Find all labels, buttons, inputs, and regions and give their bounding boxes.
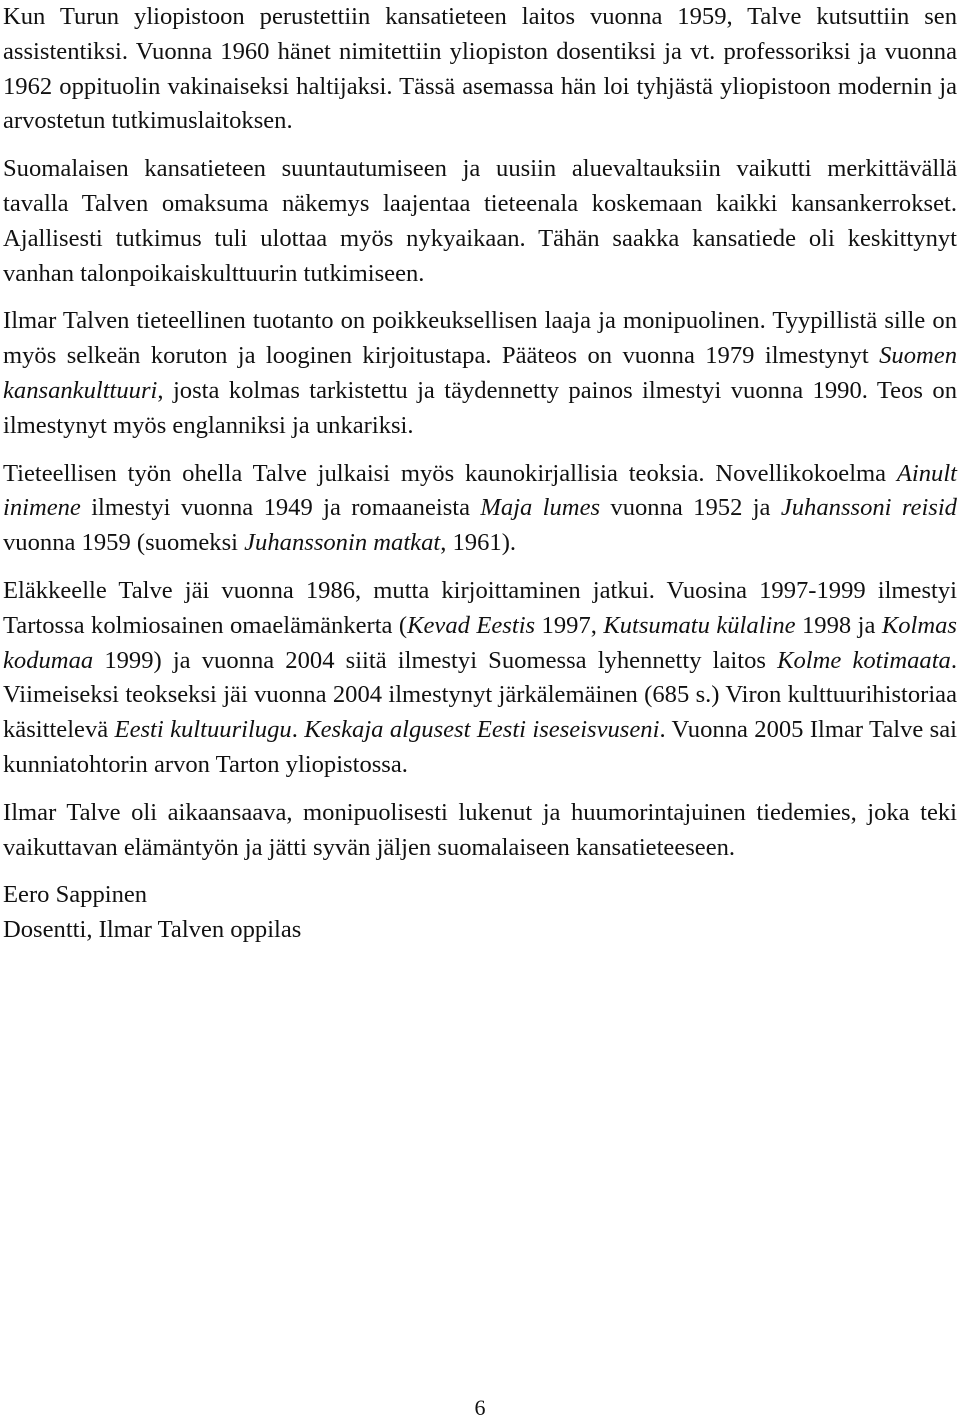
paragraph-text: Kun Turun yliopistoon perustettiin kansatieteen laitos vuonna 1959, Talve kutsuttiin sen assistentiksi. Vuonna 1960 hänet nimitettiin yliopiston dosentiksi ja vt. professoriksi ja vuonna 1962 oppituolin vakinaiseksi haltijaksi. Tässä asemassa hän loi tyhjästä yliopistoon modernin ja arvostetun tutkimuslaitoksen. xyxy=(3,3,957,135)
paragraph-text: Ilmar Talve oli aikaansaava, monipuolisesti lukenut ja huumorintajuinen tiedemies, joka teki vaikuttavan elämäntyön ja jätti syvän jäljen suomalaiseen kansatieteeseen. xyxy=(3,798,957,861)
paragraph-text: . Vuonna 2005 Ilmar Talve sai kunniatohtorin arvon Tarton yliopistossa. xyxy=(3,716,958,778)
italic-title: Eesti kultuurilugu xyxy=(114,716,292,744)
italic-title: Kolmas kodumaa xyxy=(3,611,957,674)
paragraph xyxy=(3,304,957,443)
paragraph-text: 1998 ja xyxy=(795,611,882,639)
paragraph-text: , josta kolmas tarkistettu ja täydennetty painos ilmestyi vuonna 1990. Teos on ilmestynyt myös englanniksi ja unkariksi. xyxy=(3,376,957,439)
article-body xyxy=(3,0,957,865)
italic-title: Ainult inimene xyxy=(3,459,957,522)
paragraph-text: vuonna 1959 (suomeksi xyxy=(3,529,245,557)
paragraph xyxy=(3,152,957,291)
author-title: Dosentti, Ilmar Talven oppilas xyxy=(3,916,302,944)
italic-title: Juhanssoni reisid xyxy=(780,494,957,522)
italic-title: Maja lumes xyxy=(480,494,601,522)
paragraph-text: vuonna 1952 ja xyxy=(600,494,781,522)
italic-title: Kevad Eestis xyxy=(407,611,536,639)
paragraph xyxy=(3,796,957,866)
italic-title: Keskaja algusest Eesti iseseisvuseni xyxy=(304,716,660,744)
italic-title: Kutsumatu külaline xyxy=(603,611,796,639)
paragraph-text: 1997, xyxy=(535,611,604,639)
paragraph-text: Ilmar Talven tieteellinen tuotanto on poikkeuksellisen laaja ja monipuolinen. Tyypillistä sille on myös selkeän koruton ja looginen kirjoitustapa. Pääteos on vuonna 1979 ilmestynyt xyxy=(3,307,957,370)
paragraph-text: , 1961). xyxy=(440,529,517,557)
paragraph-text: . Viimeiseksi teokseksi jäi vuonna 2004 ilmestynyt järkälemäinen (685 s.) Viron kulttuurihistoriaa käsittelevä xyxy=(3,646,957,744)
italic-title: Juhanssonin matkat xyxy=(244,529,441,557)
paragraph xyxy=(3,574,957,783)
paragraph xyxy=(3,0,957,139)
paragraph-text: Suomalaisen kansatieteen suuntautumiseen ja uusiin aluevaltauksiin vaikutti merkittävällä tavalla Talven omaksuma näkemys laajentaa tieteenala koskemaan kaikki kansankerrokset. Ajallisesti tutkimus tuli ulottaa myös nykyaikaan. Tähän saakka kansatiede oli keskittynyt vanhan talonpoikaiskulttuurin tutkimiseen. xyxy=(3,155,957,287)
paragraph-text: Eläkkeelle Talve jäi vuonna 1986, mutta kirjoittaminen jatkui. Vuosina 1997-1999 ilmestyi Tartossa kolmiosainen omaelämänkerta ( xyxy=(3,576,957,639)
paragraph-text: Tieteellisen työn ohella Talve julkaisi myös kaunokirjallisia teoksia. Novellikokoelma xyxy=(3,459,897,487)
paragraph xyxy=(3,457,957,561)
italic-title: Suomen kansankulttuuri xyxy=(3,342,957,404)
paragraph-text: . xyxy=(291,716,305,744)
author-name: Eero Sappinen xyxy=(3,881,148,909)
italic-title: Kolme kotimaata xyxy=(777,646,951,674)
paragraph-text: ilmestyi vuonna 1949 ja romaaneista xyxy=(80,494,481,522)
page-number: 6 xyxy=(474,1395,486,1420)
paragraph-text: 1999) ja vuonna 2004 siitä ilmestyi Suomessa lyhennetty laitos xyxy=(93,646,778,674)
signature-block xyxy=(3,878,957,948)
document-page xyxy=(3,0,957,948)
